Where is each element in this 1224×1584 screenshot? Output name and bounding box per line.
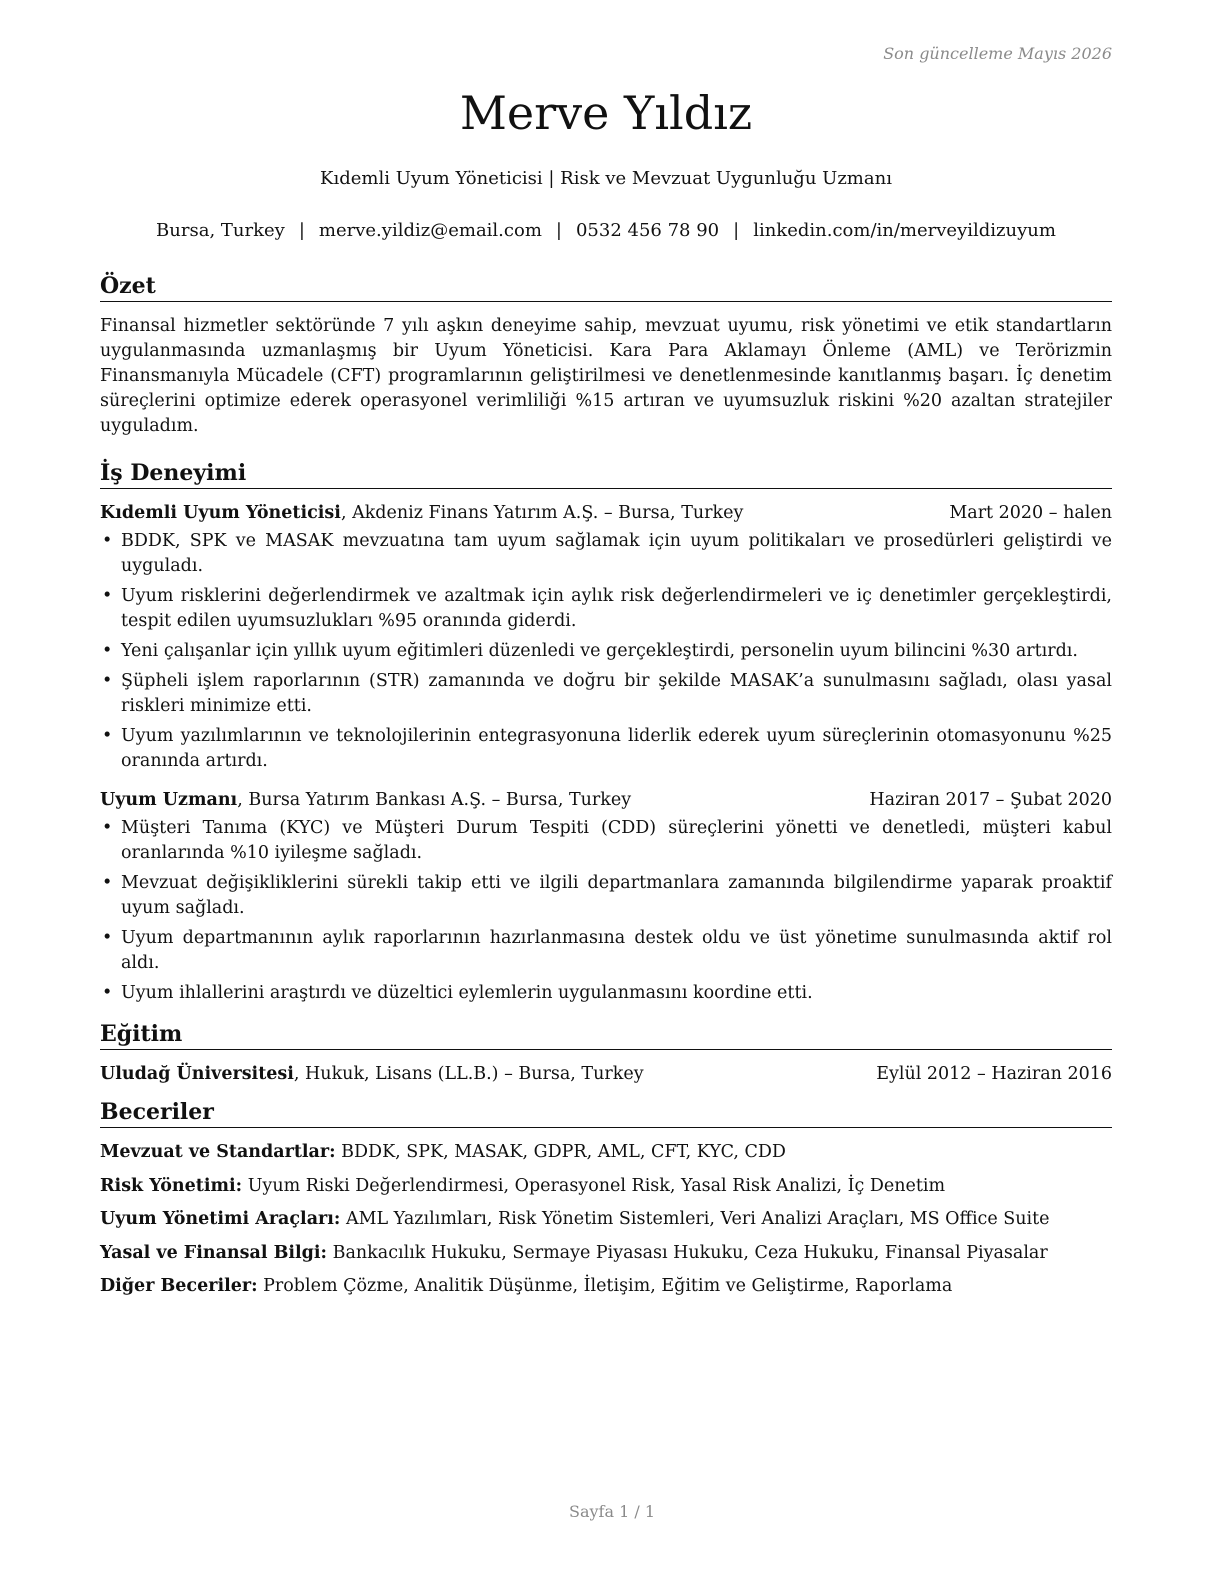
skill-label: Yasal ve Finansal Bilgi: [100,1242,328,1263]
job-dates: Mart 2020 – halen [949,503,1112,523]
contact-separator: | [298,220,305,241]
education-entry [100,1062,1112,1086]
skill-value: Uyum Riski Değerlendirmesi, Operasyonel Risk, Yasal Risk Analizi, İç Denetim [242,1175,946,1196]
skill-label: Mevzuat ve Standartlar: [100,1142,336,1162]
job-bullet: • Uyum ihlallerini araştırdı ve düzeltici eylemlerin uygulanmasını koordine etti. [100,981,1112,1006]
contact-location: Bursa, Turkey [156,220,285,241]
contact-phone: 0532 456 78 90 [575,220,720,241]
contact-linkedin[interactable]: linkedin.com/in/merveyildizuyum [753,220,1056,241]
contact-email[interactable]: merve.yildiz@email.com [318,220,542,241]
skill-value: Bankacılık Hukuku, Sermaye Piyasası Hukuku, Ceza Hukuku, Finansal Piyasalar [327,1242,1048,1263]
job-role: Uyum Uzmanı [100,790,238,810]
contact-separator: | [555,220,562,241]
job-bullet: • BDDK, SPK ve MASAK mevzuatına tam uyum sağlamak için uyum politikaları ve prosedürleri geliştirdi ve uyguladı. [100,529,1112,579]
last-updated: Son güncelleme Mayıs 2026 [883,44,1112,63]
degree-detail: , Hukuk, Lisans (LL.B.) – Bursa, Turkey [293,1064,644,1084]
job-bullet: • Uyum yazılımlarının ve teknolojilerinin entegrasyonuna liderlik ederek uyum süreçlerinin otomasyonunu %25 oranında artırdı. [100,724,1112,774]
job-bullets [100,816,1112,1006]
resume-body [100,272,1112,1308]
job-bullet: • Müşteri Tanıma (KYC) ve Müşteri Durum Tespiti (CDD) süreçlerini yönetti ve denetledi, müşteri kabul oranlarında %10 iyileşme sağladı. [100,816,1112,866]
skill-row [100,1174,1112,1198]
skill-label: Diğer Beceriler: [100,1276,258,1296]
job-bullet: • Yeni çalışanlar için yıllık uyum eğitimleri düzenledi ve gerçekleştirdi, personelin uyum bilincini %30 artırdı. [100,639,1112,664]
skill-value: Problem Çözme, Analitik Düşünme, İletişim, Eğitim ve Geliştirme, Raporlama [257,1276,953,1296]
skills-heading: Beceriler [100,1098,1112,1128]
education-heading: Eğitim [100,1020,1112,1050]
job-org: , Akdeniz Finans Yatırım A.Ş. – Bursa, Turkey [340,503,744,523]
job-role: Kıdemli Uyum Yöneticisi [100,503,341,523]
school-name: Uludağ Üniversitesi [100,1064,294,1084]
job-bullets [100,529,1112,774]
headline: Kıdemli Uyum Yöneticisi | Risk ve Mevzuat Uygunluğu Uzmanı [320,168,892,189]
resume-page [100,0,1112,1584]
skill-row [100,1241,1112,1265]
skill-row [100,1140,1112,1164]
job-header [100,501,1112,525]
skill-label: Uyum Yönetimi Araçları: [100,1209,341,1229]
experience-heading: İş Deneyimi [100,459,1112,489]
job-bullet: • Uyum departmanının aylık raporlarının hazırlanmasına destek oldu ve üst yönetime sunulmasında aktif rol aldı. [100,926,1112,976]
candidate-name: Merve Yıldız [459,86,753,140]
job-bullet: • Mevzuat değişikliklerini sürekli takip etti ve ilgili departmanlara zamanında bilgilendirme yaparak proaktif uyum sağladı. [100,871,1112,921]
skill-row [100,1207,1112,1231]
job-bullet: • Şüpheli işlem raporlarının (STR) zamanında ve doğru bir şekilde MASAK’a sunulmasını sağladı, olası yasal riskleri minimize etti. [100,669,1112,719]
job-dates: Haziran 2017 – Şubat 2020 [869,790,1112,810]
job-org: , Bursa Yatırım Bankası A.Ş. – Bursa, Turkey [237,790,632,810]
job-header [100,788,1112,812]
page-number: Sayfa 1 / 1 [568,1502,655,1521]
skill-value: BDDK, SPK, MASAK, GDPR, AML, CFT, KYC, CDD [335,1142,786,1162]
skill-row [100,1274,1112,1298]
skill-label: Risk Yönetimi: [100,1175,243,1196]
education-dates: Eylül 2012 – Haziran 2016 [876,1064,1112,1084]
contact-separator: | [733,220,740,241]
job-bullet: • Uyum risklerini değerlendirmek ve azaltmak için aylık risk değerlendirmeleri ve iç denetimler gerçekleştirdi, tespit edilen uyumsuzlukları %95 oranında giderdi. [100,584,1112,634]
summary-heading: Özet [100,272,1112,302]
contact-line [100,220,1112,241]
skill-value: AML Yazılımları, Risk Yönetim Sistemleri, Veri Analizi Araçları, MS Office Suite [340,1209,1050,1229]
summary-text: Finansal hizmetler sektöründe 7 yılı aşkın deneyime sahip, mevzuat uyumu, risk yönetimi ve etik standartların uygulanmasında uzmanlaşmış bir Uyum Yöneticisi. Kara Para Aklamayı Önleme (AML) ve Terörizmin Finansmanıyla Mücadele (CFT) programlarının geliştirilmesi ve denetlenmesinde kanıtlanmış başarı. İç denetim süreçlerini optimize ederek operasyonel verimliliği %15 artıran ve uyumsuzluk riskini %20 azaltan stratejiler uyguladım. [100,316,1112,436]
